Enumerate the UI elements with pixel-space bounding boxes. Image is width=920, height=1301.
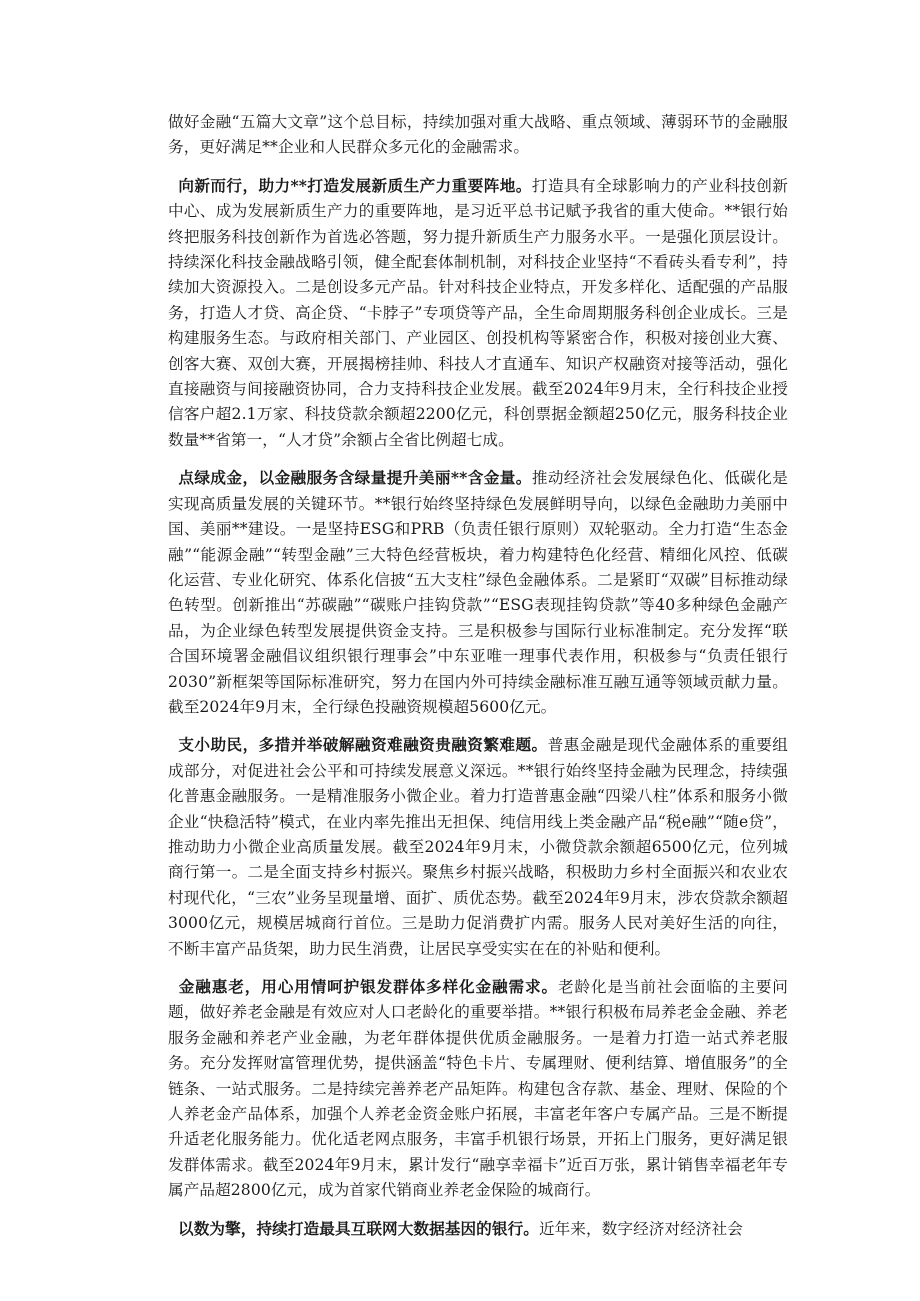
paragraph-body: 打造具有全球影响力的产业科技创新中心、成为发展新质生产力的重要阵地，是习近平总书记赋予我省的重大使命。**银行始终把服务科技创新作为首选必答题，努力提升新质生产力服务水平。一是强化顶层设计。持续深化科技金融战略引领，健全配套体制机制，对科技企业坚持“不看砖头看专利”，持续加大资源投入。二是创设多元产品。针对科技企业特点，开发多样化、适配强的产品服务，打造人才贷、高企贷、“卡脖子”专项贷等产品，全生命周期服务科创企业成长。三是构建服务生态。与政府相关部门、产业园区、创投机构等紧密合作，积极对接创业大赛、创客大赛、双创大赛，开展揭榜挂帅、科技人才直通车、知识产权融资对接等活动，强化直接融资与间接融资协同，合力支持科技企业发展。截至2024年9月末，全行科技企业授信客户超2.1万家、科技贷款余额超2200亿元，科创票据金额超250亿元，服务科技企业数量**省第一，“人才贷”余额占全省比例超七成。 [168,176,788,449]
paragraph-elderly-finance [168,974,788,1204]
document-page [168,110,788,1254]
paragraph-body: 做好金融“五篇大文章”这个总目标，持续加强对重大战略、重点领域、薄弱环节的金融服务，更好满足**企业和人民群众多元化的金融需求。 [168,113,788,157]
paragraph-inclusive-finance [168,732,788,962]
paragraph-green-finance [168,465,788,720]
paragraph-body: 普惠金融是现代金融体系的重要组成部分，对促进社会公平和可持续发展意义深远。**银行始终坚持金融为民理念，持续强化普惠金融服务。一是精准服务小微企业。着力打造普惠金融“四梁八柱”体系和服务小微企业“快稳活特”模式，在业内率先推出无担保、纯信用线上类金融产品“税e融”“随e贷”，推动助力小微企业高质量发展。截至2024年9月末，小微贷款余额超6500亿元，位列城商行第一。二是全面支持乡村振兴。聚焦乡村振兴战略，积极助力乡村全面振兴和农业农村现代化，“三农”业务呈现量增、面扩、质优态势。截至2024年9月末，涉农贷款余额超3000亿元，规模居城商行首位。三是助力促消费扩内需。服务人民对美好生活的向往，不断丰富产品货架，助力民生消费，让居民享受实实在在的补贴和便利。 [168,736,788,958]
paragraph-body: 推动经济社会发展绿色化、低碳化是实现高质量发展的关键环节。**银行始终坚持绿色发展鲜明导向，以绿色金融助力美丽中国、美丽**建设。一是坚持ESG和PRB（负责任银行原则）双轮驱动。全力打造“生态金融”“能源金融”“转型金融”三大特色经营板块，着力构建特色化经营、精细化风控、低碳化运营、专业化研究、体系化信披“五大支柱”绿色金融体系。二是紧盯“双碳”目标推动绿色转型。创新推出“苏碳融”“碳账户挂钩贷款”“ESG表现挂钩贷款”等40多种绿色金融产品，为企业绿色转型发展提供资金支持。三是积极参与国际行业标准制定。充分发挥“联合国环境署金融倡议组织银行理事会”中东亚唯一理事代表作用，积极参与“负责任银行2030”新框架等国际标准研究，努力在国内外可持续金融标准互融互通等领域贡献力量。截至2024年9月末，全行绿色投融资规模超5600亿元。 [168,469,788,716]
paragraph-lead: 金融惠老，用心用情呵护银发群体多样化金融需求。 [178,977,558,996]
paragraph-lead: 向新而行，助力**打造发展新质生产力重要阵地。 [178,175,532,195]
paragraph-body: 近年来，数字经济对经济社会 [538,1219,743,1238]
paragraph-digital [168,1216,788,1242]
paragraph-tech-innovation [168,173,788,453]
paragraph-lead: 以数为擎，持续打造最具互联网大数据基因的银行。 [178,1218,539,1238]
paragraph-lead: 点绿成金，以金融服务含绿量提升美丽**含金量。 [178,468,532,488]
paragraph-lead: 支小助民，多措并举破解融资难融资贵融资繁难题。 [178,735,548,755]
paragraph-intro [168,110,788,161]
paragraph-body: 老龄化是当前社会面临的主要问题，做好养老金融是有效应对人口老龄化的重要举措。**银行积极布局养老金金融、养老服务金融和养老产业金融，为老年群体提供优质金融服务。一是着力打造一站式养老服务。充分发挥财富管理优势，提供涵盖“特色卡片、专属理财、便利结算、增值服务”的全链条、一站式服务。二是持续完善养老产品矩阵。构建包含存款、基金、理财、保险的个人养老金产品体系，加强个人养老金资金账户拓展，丰富老年客户专属产品。三是不断提升适老化服务能力。优化适老网点服务，丰富手机银行场景，开拓上门服务，更好满足银发群体需求。截至2024年9月末，累计发行“融享幸福卡”近百万张，累计销售幸福老年专属产品超2800亿元，成为首家代销商业养老金保险的城商行。 [168,978,788,1200]
